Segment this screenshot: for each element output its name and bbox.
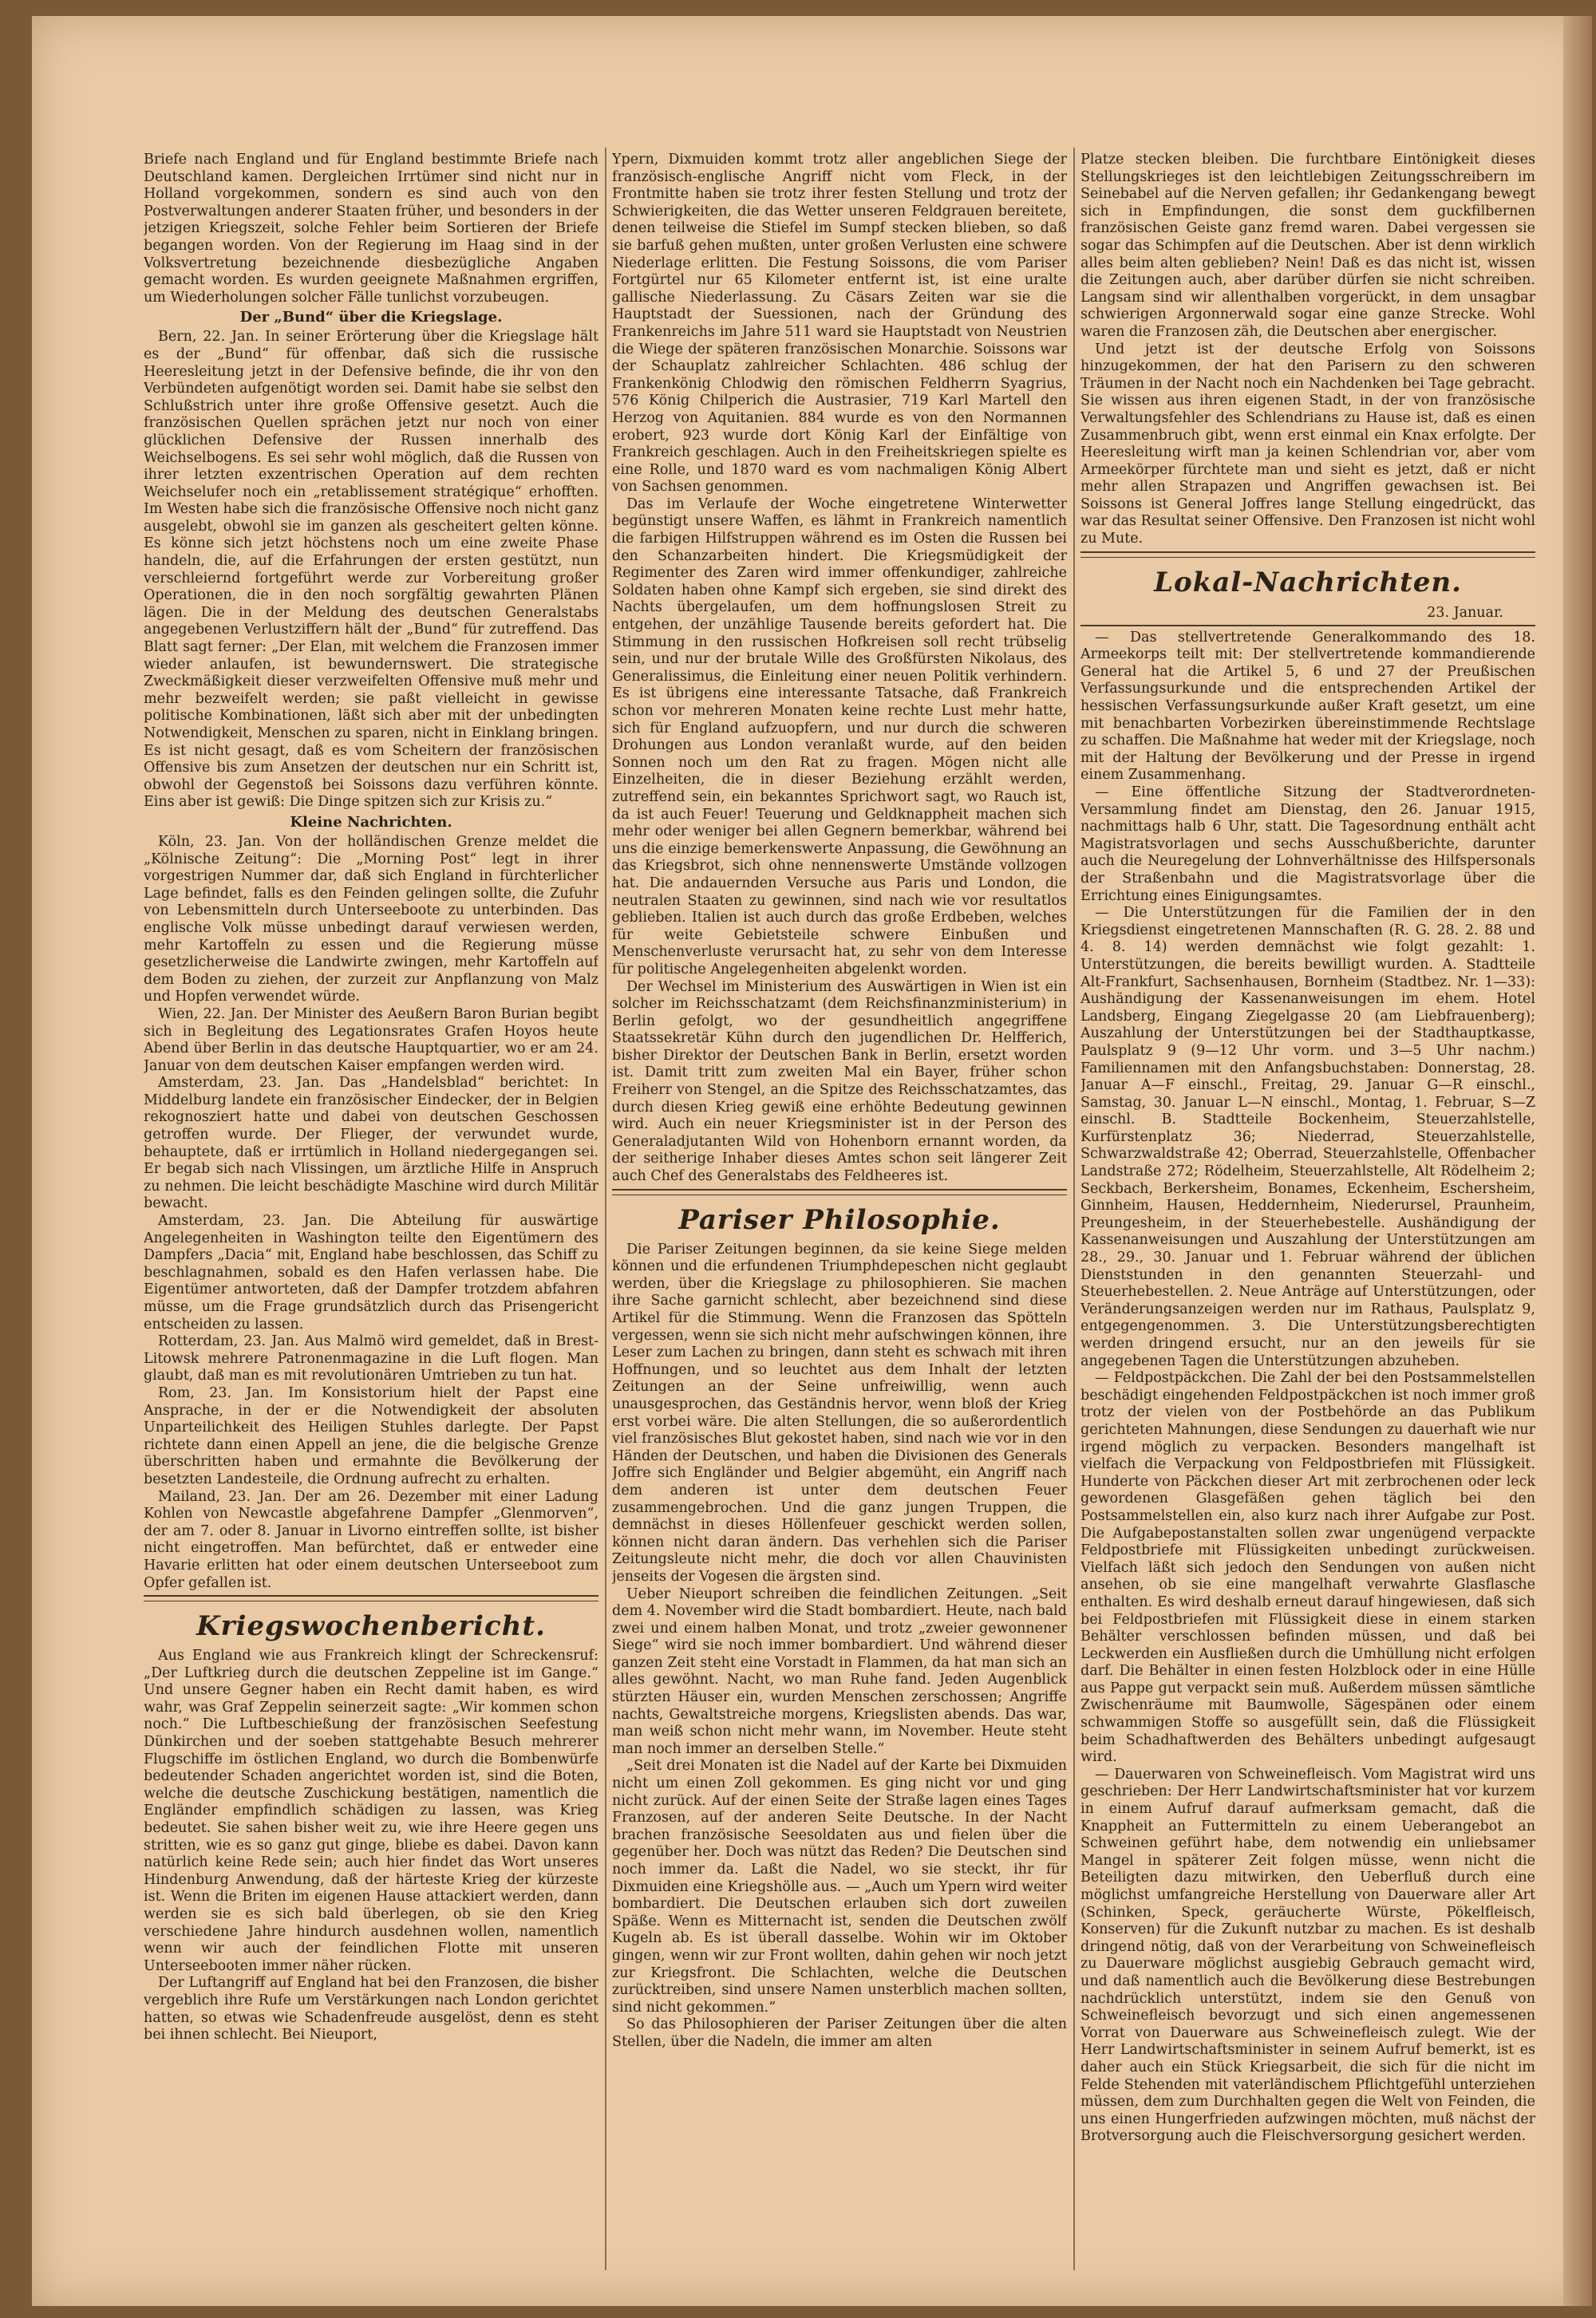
article-paragraph: Rotterdam, 23. Jan. Aus Malmö wird gemeldet, daß in Brest-Litowsk mehrere Patronenmagazine in die Luft flogen. Man glaubt, daß man es mit revolutionären Umtrieben zu tun hat. — [144, 1333, 598, 1384]
column-3 — [1080, 152, 1535, 2266]
column-rule — [1073, 148, 1075, 2270]
section-divider — [1080, 551, 1535, 558]
section-headline: Lokal-Nachrichten. — [1154, 566, 1462, 598]
dateline: 23. Januar. — [1427, 604, 1503, 621]
section-heading: Kleine Nachrichten. — [290, 813, 452, 831]
article-paragraph: — Eine öffentliche Sitzung der Stadtverordneten-Versammlung findet am Dienstag, den 26. Januar 1915, nachmittags halb 6 Uhr, statt. Die Tagesordnung enthält acht Magistratsvorlagen und sechs Ausschußberichte, darunter auch die Neuregelung der Lohnverhältnisse des Hilfspersonals der Straßenbahn und die Magistratsvorlage über die Errichtung eines Einigungsamtes. — [1080, 784, 1535, 904]
newspaper-page — [32, 16, 1592, 2306]
article-paragraph: Mailand, 23. Jan. Der am 26. Dezember mit einer Ladung Kohlen von Newcastle abgefahrene Dampfer „Glenmorven“, der am 7. oder 8. Januar in Livorno eintreffen sollte, ist bisher nicht eingetroffen. Man befürchtet, daß er entweder eine Havarie erlitten hat oder einem deutschen Unterseeboot zum Opfer gefallen ist. — [144, 1488, 598, 1591]
article-paragraph: Die Pariser Zeitungen beginnen, da sie keine Siege melden können und die erfundenen Triumphdepeschen nicht geglaubt werden, über die Kriegslage zu philosophieren. Sie machen ihre Sache garnicht schlecht, aber bezeichnend sind diese Artikel für die Stimmung. Wenn die Franzosen das Spötteln vergessen, wenn sie sich nicht mehr aufschwingen können, ihre Leser zum Lachen zu bringen, dann steht es schwach mit ihren Hoffnungen, und so leuchtet aus dem Inhalt der letzten Zeitungen an der Seine unfreiwillig, wenn auch unausgesprochen, das Geständnis hervor, wenn bloß der Krieg erst vorbei wäre. Die alten Stellungen, die so außerordentlich viel französisches Blut gekostet haben, sind nach wie vor in den Händen der Deutschen, und haben die Divisionen des Generals Joffre sich Engländer und Belgier abgemüht, ein Angriff nach dem anderen ist unter dem deutschen Feuer zusammengebrochen. Und die ganz jungen Truppen, die demnächst in dieses Höllenfeuer geschickt werden sollen, können nicht daran ändern. Das verhehlen sich die Pariser Zeitungsleute nicht mehr, die doch vor allen Chauvinisten jenseits der Vogesen die ärgsten sind. — [612, 1241, 1067, 1585]
section-divider — [612, 1189, 1067, 1195]
column-rule — [605, 148, 606, 2270]
article-paragraph: Und jetzt ist der deutsche Erfolg von Soissons hinzugekommen, der hat den Parisern zu den schweren Träumen in der Nacht noch ein Nachdenken bei Tage gebracht. Sie wissen aus ihren eigenen Stadt, in der von französische Verwaltungsfehler des Schlendrians zu Hause ist, daß es einen Zusammenbruch gibt, wenn erst einmal ein Knax erfolgte. Der Heeresleitung wirft man ja keinen Schlendrian vor, aber vom Armeekörper fürchtete man und sieht es jetzt, daß er nicht mehr allen Strapazen und Angriffen gewachsen ist. Bei Soissons ist General Joffres lange Stellung eingedrückt, das war das Resultat seiner Offensive. Den Franzosen ist nicht wohl zu Mute. — [1080, 341, 1535, 547]
article-paragraph: Aus England wie aus Frankreich klingt der Schreckensruf: „Der Luftkrieg durch die deutschen Zeppeline ist im Gange.“ Und unsere Gegner haben ein Recht damit haben, es wird wahr, was Graf Zeppelin seinerzeit sagte: „Wir kommen schon noch.“ Die Luftbeschießung der französischen Seefestung Dünkirchen und der soeben stattgehabte Besuch mehrerer Flugschiffe im östlichen England, wo durch die Bombenwürfe bedeutender Schaden angerichtet worden ist, sind die Boten, welche die deutsche Zuschickung bestätigen, namentlich die Engländer empfindlich schädigen zu lassen, was Krieg bedeutet. Sie sahen bisher weit zu, wie ihre Heere gegen uns stritten, wie es so ganz gut ginge, bliebe es dabei. Davon kann natürlich keine Rede sein; auch hier findet das Wort unseres Hindenburg Anwendung, daß der härteste Krieg der kürzeste ist. Wenn die Briten im eigenen Hause attackiert werden, dann werden sie es sich bald überlegen, ob sie den Krieg verschiedene Jahre hindurch ausdehnen wollen, namentlich wenn wir auch der feindlichen Flotte mit unseren Unterseebooten immer näher rücken. — [144, 1648, 598, 1974]
article-paragraph: Der Luftangriff auf England hat bei den Franzosen, die bisher vergeblich ihre Rufe um Verstärkungen nach London gerichtet hatten, so etwas wie Schadenfreude ausgelöst, denn es steht bei ihnen schlecht. Bei Nieuport, — [144, 1975, 598, 2044]
article-paragraph: Bern, 22. Jan. In seiner Erörterung über die Kriegslage hält es der „Bund“ für offenbar, daß sich die russische Heeresleitung jetzt in der Defensive befinde, die ihr von den Verbündeten aufgenötigt worden sei. Damit habe sie selbst den Schlußstrich unter ihre große Offensive gesetzt. Auch die französischen Quellen sprächen jetzt nur noch von einer glücklichen Defensive der Russen innerhalb des Weichselbogens. Es sei sehr wohl möglich, daß die Russen von ihrer letzten exzentrischen Operation auf dem rechten Weichselufer noch ein „retablissement stratégique“ erhofften. Im Westen habe sich die französische Offensive noch nicht ganz ausgelebt, obwohl sie im ganzen als gescheitert gelten könne. Es könne sich jetzt höchstens noch um eine zweite Phase handeln, die, auf die Erfahrungen der ersten gestützt, nun verschleiernd fortgeführt werde zur Vorbereitung großer Operationen, die in den noch sorgfältig gewahrten Plänen lägen. Die in der Meldung des deutschen Generalstabs angegebenen Verlustziffern hält der „Bund“ für zutreffend. Das Blatt sagt ferner: „Der Elan, mit welchem die Franzosen immer wieder anlaufen, ist bewundernswert. Die strategische Zweckmäßigkeit dieser verzweifelten Offensive muß mehr und mehr bezweifelt werden; sie paßt vielleicht in gewisse politische Kombinationen, läßt sich aber mit der unbedingten Notwendigkeit, Menschen zu sparen, nicht in Einklang bringen. Es ist nicht gesagt, daß es vom Scheitern der französischen Offensive bis zum Ansetzen der deutschen nur ein Schritt ist, obwohl der Gegenstoß bei Soissons dazu verführen könnte. Eins aber ist gewiß: Die Dinge spitzen sich zur Krisis zu.“ — [144, 329, 598, 811]
article-paragraph: Platze stecken bleiben. Die furchtbare Eintönigkeit dieses Stellungskrieges ist den leichtlebigen Zeitungsschreibern im Seinebabel auf die Nerven gefallen; ihr Gedankengang bewegt sich in Empfindungen, die sonst dem guckfilbernen französischen Geiste ganz fremd waren. Dabei vergessen sie sogar das Schimpfen auf die Deutschen. Aber ist denn wirklich alles beim alten geblieben? Nein! Daß es das nicht ist, wissen die Zeitungen auch, aber darüber dürfen sie nicht schreiben. Langsam sind wir allenthalben vorgerückt, in dem unsagbar schwierigen Argonnerwald sogar eine ganze Strecke. Wohl waren die Franzosen zäh, die Deutschen aber energischer. — [1080, 152, 1535, 340]
section-divider — [144, 1595, 598, 1601]
article-paragraph: — Dauerwaren von Schweinefleisch. Vom Magistrat wird uns geschrieben: Der Herr Landwirtschaftsminister hat vor kurzem in einem Aufruf darauf aufmerksam gemacht, daß die Knappheit an Futtermitteln zu einem Ueberangebot an Schweinen geführt habe, dem notwendig ein unliebsamer Mangel in späterer Zeit folgen müsse, wenn nicht die Beteiligten dazu mitwirken, den Ueberfluß durch eine möglichst umfangreiche Herstellung von Dauerware aller Art (Schinken, Speck, geräucherte Würste, Pökelfleisch, Konserven) für die Zukunft nutzbar zu machen. Es ist deshalb dringend nötig, daß von der Verarbeitung von Schweinefleisch zu Dauerware möglichst ausgiebig Gebrauch gemacht wird, und daß namentlich auch die Bevölkerung diese Bestrebungen nachdrücklich unterstützt, indem sie den Genuß von Schweinefleisch bevorzugt und sich einen angemessenen Vorrat von Dauerware aus Schweinefleisch zulegt. Wie der Herr Landwirtschaftsminister in seinem Aufruf bemerkt, ist es daher auch ein Stück Kriegsarbeit, die sich für die nicht im Felde Stehenden mit vaterländischem Pflichtgefühl unterziehen müssen, dem zum Durchhalten gegen die Welt von Feinden, die uns einen Hungerfrieden aufzwingen möchten, muß nächst der Brotversorgung auch die Fleischversorgung gesichert werden. — [1080, 1766, 1535, 2145]
article-paragraph: „Seit drei Monaten ist die Nadel auf der Karte bei Dixmuiden nicht um einen Zoll gekommen. Es ging nicht vor und ging nicht zurück. Auf der einen Seite der Straße lagen eines Tages Franzosen, auf der anderen Seite Deutsche. In der Nacht brachen französische Seesoldaten aus und fielen über die gegenüber her. Doch was nützt das Reden? Die Deutschen sind noch immer da. Laßt die Nadel, wo sie steckt, ihr für Dixmuiden eine Kriegshölle aus. — „Auch um Ypern wird weiter bombardiert. Die Deutschen erlauben sich dort zuweilen Späße. Wenn es Mitternacht ist, senden die Deutschen zwölf Kugeln ab. Es ist überall dasselbe. Wohin wir im Oktober gingen, wenn wir zur Front wollten, dahin gehen wir noch jetzt zur Kriegsfront. Die Schlachten, welche die Deutschen zurücktreiben, sind unsere Namen unsterblich machen sollten, sind nicht gekommen.“ — [612, 1758, 1067, 2016]
article-paragraph: Amsterdam, 23. Jan. Die Abteilung für auswärtige Angelegenheiten in Washington teilte den Eigentümern des Dampfers „Dacia“ mit, England habe beschlossen, das Schiff zu beschlagnahmen, sobald es den Hafen verlassen habe. Die Eigentümer antworteten, daß der Dampfer trotzdem abfahren müsse, um die Frage grundsätzlich durch das Prisengericht entscheiden zu lassen. — [144, 1213, 598, 1333]
article-paragraph: So das Philosophieren der Pariser Zeitungen über die alten Stellen, über die Nadeln, die immer am alten — [612, 2016, 1067, 2050]
article-paragraph: Rom, 23. Jan. Im Konsistorium hielt der Papst eine Ansprache, in der er die Notwendigkeit der absoluten Unparteilichkeit des Heiligen Stuhles darlegte. Der Papst richtete dann einen Appell an jene, die die belgische Grenze überschritten haben und ermahnte die Bevölkerung der besetzten Landesteile, die Ordnung aufrecht zu erhalten. — [144, 1384, 598, 1487]
article-paragraph: Ypern, Dixmuiden kommt trotz aller angeblichen Siege der französisch-englische Angriff nicht vom Fleck, in der Frontmitte haben sie trotz ihrer festen Stellung und trotz der Schwierigkeiten, die das Wetter unseren Feldgrauen bereitete, denen teilweise die Stiefel im Sumpf stecken blieben, so daß sie barfuß gehen mußten, unter großen Verlusten eine schwere Niederlage erlitten. Die Festung Soissons, die vom Pariser Fortgürtel nur 65 Kilometer entfernt ist, ist eine uralte gallische Niederlassung. Zu Cäsars Zeiten war sie die Hauptstadt der Suessionen, nach der Gründung des Frankenreichs im Jahre 511 ward sie Hauptstadt von Neustrien die Wiege der späteren französischen Monarchie. Soissons war der Schauplatz zahlreicher Schlachten. 486 schlug der Frankenkönig Chlodwig den römischen Feldherrn Syagrius, 576 König Chilperich die Austrasier, 719 Karl Martell den Herzog von Aquitanien. 884 wurde es von den Normannen erobert, 923 wurde dort König Karl der Einfältige von Frankreich geschlagen. Auch in den Freiheitskriegen spielte es eine Rolle, und 1870 ward es vom nachmaligen König Albert von Sachsen genommen. — [612, 152, 1067, 496]
section-divider — [1080, 625, 1535, 626]
article-paragraph: Der Wechsel im Ministerium des Auswärtigen in Wien ist ein solcher im Reichsschatzamt (dem Reichsfinanzministerium) in Berlin gefolgt, wo der gesundheitlich angegriffene Staatssekretär Kühn durch den jugendlichen Dr. Helfferich, bisher Direktor der Deutschen Bank in Berlin, ersetzt worden ist. Damit tritt zum zweiten Mal ein Bayer, früher schon Freiherr von Stengel, an die Spitze des Reichsschatzamtes, das durch diesen Krieg gewiß eine erhöhte Bedeutung gewinnen wird. Auch ein neuer Kriegsminister ist in der Person des Generaladjutanten Wild von Hohenborn ernannt worden, da der seitherige Inhaber dieses Amtes schon seit längerer Zeit auch Chef des Generalstabs des Feldheeres ist. — [612, 978, 1067, 1185]
column-1 — [144, 152, 598, 2266]
section-headline: Pariser Philosophie. — [678, 1203, 1001, 1236]
section-headline: Kriegswochenbericht. — [196, 1610, 546, 1643]
article-paragraph: — Das stellvertretende Generalkommando des 18. Armeekorps teilt mit: Der stellvertretende kommandierende General hat die Artikel 5, 6 und 27 der Preußischen Verfassungsurkunde und die entsprechenden Artikel der hessischen Verfassungsurkunde außer Kraft gesetzt, um eine mit benachbarten Vorbezirken übereinstimmende Rechtslage zu schaffen. Die Maßnahme hat weder mit der Kriegslage, noch mit der Haltung der Bevölkerung und der Presse in irgend einem Zusammenhang. — [1080, 629, 1535, 784]
page-binding-edge — [1563, 16, 1592, 2306]
article-paragraph: Briefe nach England und für England bestimmte Briefe nach Deutschland kamen. Dergleichen Irrtümer sind nicht nur in Holland vorgekommen, sondern es sind auch von den Postverwaltungen anderer Staaten früher, und besonders in der jetzigen Kriegszeit, solche Fehler beim Sortieren der Briefe begangen worden. Von der Regierung im Haag sind in der Volksvertretung bezeichnende diesbezügliche Angaben gemacht worden. Es wurden geeignete Maßnahmen ergriffen, um Wiederholungen solcher Fälle tunlichst vorzubeugen. — [144, 152, 598, 306]
article-paragraph: — Feldpostpäckchen. Die Zahl der bei den Postsammelstellen beschädigt eingehenden Feldpostpäckchen ist noch immer groß trotz der vielen von der Postbehörde an das Publikum gerichteten Mahnungen, diese Sendungen zu dauerhaft wie nur irgend möglich zu verpacken. Besonders mangelhaft ist vielfach die Verpackung von Feldpostbriefen mit Flüssigkeit. Hunderte von Päckchen dieser Art mit zerbrochenen oder leck gewordenen Glasgefäßen gehen täglich bei den Postsammelstellen ein, also kurz nach ihrer Aufgabe zur Post. Die Aufgabepostanstalten sollen zwar ungenügend verpackte Feldpostbriefe mit Flüssigkeiten unbedingt zurückweisen. Vielfach läßt sich jedoch den Sendungen von außen nicht ansehen, ob sie eine mangelhaft verwahrte Glasflasche enthalten. Es wird deshalb erneut darauf hingewiesen, daß sich bei Feldpostbriefen mit Flüssigkeit diese in einem starken Behälter verschlossen befinden müssen, und daß bei Leckwerden ein Ausfließen durch die Umhüllung nicht erfolgen darf. Die Behälter in einen festen Holzblock oder in eine Hülle aus Pappe gut verpackt sein muß. Außerdem müssen sämtliche Zwischenräume mit Baumwolle, Sägespänen oder einem schwammigen Stoffe so ausgefüllt sein, daß die Flüssigkeit beim Schadhaftwerden des Behälters unbedingt aufgesaugt wird. — [1080, 1370, 1535, 1766]
article-paragraph: Amsterdam, 23. Jan. Das „Handelsblad“ berichtet: In Middelburg landete ein französischer Eindecker, der in Belgien rekognosziert hatte und dabei von deutschen Geschossen getroffen wurde. Der Flieger, der verwundet wurde, behauptete, daß er irrtümlich in Holland niedergegangen sei. Er begab sich nach Vlissingen, um ärztliche Hilfe in Anspruch zu nehmen. Die leicht beschädigte Maschine wird durch Militär bewacht. — [144, 1075, 598, 1212]
section-heading: Der „Bund“ über die Kriegslage. — [239, 309, 503, 326]
column-2 — [612, 152, 1067, 2266]
article-paragraph: Köln, 23. Jan. Von der holländischen Grenze meldet die „Kölnische Zeitung“: Die „Morning Post“ legt in ihrer vorgestrigen Nummer dar, daß sich England in fürchterlicher Lage befindet, falls es den Feinden gelingen sollte, die Zufuhr von Lebensmitteln durch Unterseeboote zu unterbinden. Das englische Volk müsse unbedingt darauf verwiesen werden, mehr Kartoffeln zu essen und die Regierung müsse gesetzlicherweise die Landwirte zwingen, mehr Kartoffeln auf dem Boden zu ziehen, der zurzeit zur Anpflanzung von Malz und Hopfen verwendet würde. — [144, 833, 598, 1005]
article-paragraph: Das im Verlaufe der Woche eingetretene Winterwetter begünstigt unsere Waffen, es lähmt in Frankreich namentlich die farbigen Hilfstruppen während es im Osten die Russen bei den Schanzarbeiten hindert. Die Kriegsmüdigkeit der Regimenter des Zaren wird immer offenkundiger, zahlreiche Soldaten haben ohne Kampf sich ergeben, sie sind direkt des Nachts übergelaufen, um dem hoffnungslosen Streit zu entgehen, der unzählige Tausende bereits gefordert hat. Die Stimmung in den russischen Hofkreisen soll recht trübselig sein, und nur der brutale Wille des Großfürsten Nikolaus, des Generalissimus, die Einleitung einer neuen Politik verhindern. Es ist übrigens eine interessante Tatsache, daß Frankreich schon vor mehreren Monaten keine rechte Lust mehr hatte, sich für England aufzuopfern, und nur durch die schweren Drohungen aus London veranlaßt wurde, auf den beiden Sonnen noch um den Rat zu fragen. Mögen nicht alle Einzelheiten, die in dieser Beziehung erzählt werden, zutreffend sein, ein bekanntes Sprichwort sagt, wo Rauch ist, da ist auch Feuer! Teuerung und Geldknappheit machen sich mehr oder weniger bei allen Gegnern bemerkbar, während bei uns die einzige bemerkenswerte Anpassung, die Gewöhnung an das Kriegsbrot, sich ohne nennenswerte Umstände vollzogen hat. Die andauernden Versuche aus Paris und London, die neutralen Staaten zu gewinnen, sind nach wie vor resultatlos geblieben. Italien ist auch durch das große Erdbeben, welches für weite Gebietsteile schwere Einbußen und Menschenverluste verursacht hat, zu sehr von dem Interesse für politische Angelegenheiten abgelenkt worden. — [612, 496, 1067, 977]
article-paragraph: Ueber Nieuport schreiben die feindlichen Zeitungen. „Seit dem 4. November wird die Stadt bombardiert. Heute, nach bald zwei und einem halben Monat, und trotz „zweier gewonnener Siege“ wird sie noch immer bombardiert. Und während dieser ganzen Zeit steht eine Vorstadt in Flammen, da hat man sich an alles gewöhnt. Nacht, wo man Ruhe fand. Jeden Augenblick stürzten Häuser ein, wurden Menschen zerschossen; Angriffe nachts, Gewaltstreiche morgens, Kriegslisten abends. Das war, man weiß schon nicht mehr wann, im November. Heute steht man noch immer an derselben Stelle.“ — [612, 1585, 1067, 1757]
article-paragraph: Wien, 22. Jan. Der Minister des Aeußern Baron Burian begibt sich in Begleitung des Legationsrates Grafen Hoyos heute Abend über Berlin in das deutsche Hauptquartier, wo er am 24. Januar von dem deutschen Kaiser empfangen werden wird. — [144, 1005, 598, 1074]
article-paragraph: — Die Unterstützungen für die Familien der in den Kriegsdienst eingetretenen Mannschaften (R. G. 28. 2. 88 und 4. 8. 14) werden demnächst wie folgt gezahlt: 1. Unterstützungen, die bereits bewilligt wurden. A. Stadtteile Alt-Frankfurt, Sachsenhausen, Bornheim (Stadtbez. Nr. 1—33): Aushändigung der Kassenanweisungen im ehem. Hotel Landsberg, Eingang Ziegelgasse 20 (am Liebfrauenberg); Auszahlung der Unterstützungen bei der Stadthauptkasse, Paulsplatz 9 (9—12 Uhr vorm. und 3—5 Uhr nachm.) Familiennamen mit den Anfangsbuchstaben: Donnerstag, 28. Januar A—F einschl., Freitag, 29. Januar G—R einschl., Samstag, 30. Januar L—N einschl., Montag, 1. Februar, S—Z einschl. B. Stadtteile Bockenheim, Steuerzahlstelle, Kurfürstenplatz 36; Niederrad, Steuerzahlstelle, Schwarzwaldstraße 42; Oberrad, Steuerzahlstelle, Offenbacher Landstraße 272; Rödelheim, Steuerzahlstelle, Alt Rödelheim 2; Seckbach, Berkersheim, Bonames, Eckenheim, Eschersheim, Ginnheim, Hausen, Heddernheim, Niederursel, Praunheim, Preungesheim, in der Steuerhebestelle. Aushändigung der Kassenanweisungen und Auszahlung der Unterstützungen am 28., 29., 30. Januar und 1. Februar während der üblichen Dienststunden in den genannten Steuerzahl- und Steuerhebestellen. 2. Neue Anträge auf Unterstützungen, oder Veränderungsanzeigen werden nur im Rathaus, Paulsplatz 9, entgegengenommen. 3. Die Unterstützungsberechtigten werden dringend ersucht, nur an den jeweils für sie angegebenen Tagen die Unterstützungen abzuheben. — [1080, 905, 1535, 1369]
